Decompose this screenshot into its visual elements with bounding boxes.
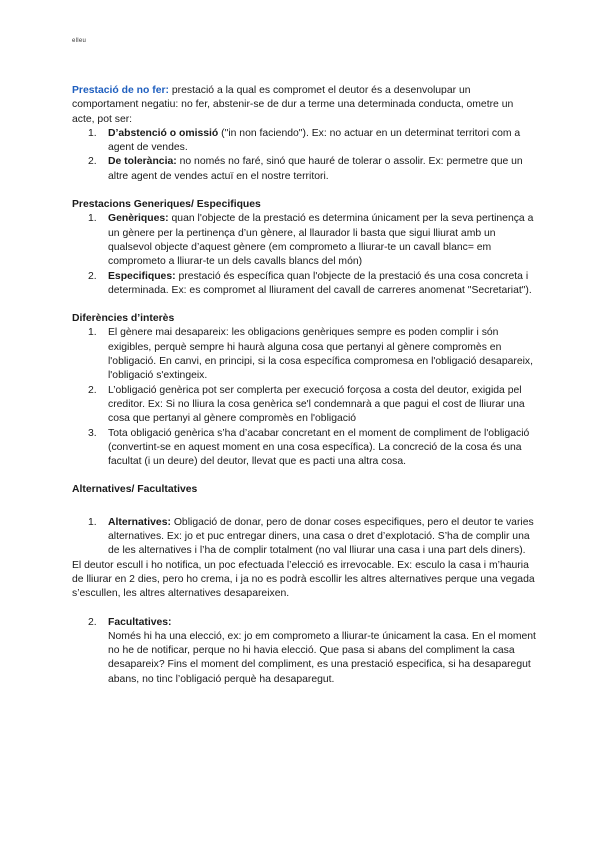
item-text: Tota obligació genèrica s’ha d’acabar concretant en el moment de compliment de l'obligació (convertint-se en aquest moment en una cosa específica). La concreció de la cosa és una facultat (i un deure) del deutor, llevat que es pacti una altra cosa.	[108, 427, 530, 468]
list-item	[72, 427, 536, 470]
list-number: 1.	[88, 127, 97, 139]
item-text: quan l'objecte de la prestació es determina únicament per la seva pertinença a un gènere per la pertinença d’un gènere, al llaurador li basta que sigui lliurat amb un qualsevol objecte d’aquest gènere (em comprometo a lliurar-te un cavall blanc= em comprometo a lliurar-te un dels cavalls blancs del món)	[108, 213, 534, 268]
section-title-diferencies: Diferències d’interès	[72, 313, 175, 325]
item-text: Obligació de donar, pero de donar coses especifiques, pero el deutor te varies alternatives. Ex: jo et puc entregar diners, una casa o dret d’explotació. S’ha de complir una de les alternatives i l’ha de complir totalment (no val lliurar una casa i una part dels diners).	[108, 516, 534, 557]
intro-paragraph	[72, 84, 536, 127]
item-text: Només hi ha una elecció, ex: jo em comprometo a lliurar-te únicament la casa. En el moment no he de notificar, perque no hi havia elecció. Que pasa si abans del compliment la casa desapareix? Fins el moment del compliment, es una prestació especifica, si ha desaparegut abans, no tinc l’obligació perquè ha desaparegut.	[108, 630, 536, 685]
list-number: 1.	[88, 213, 97, 225]
list-number: 2.	[88, 270, 97, 282]
list-alternatives	[72, 516, 536, 559]
list-item	[72, 616, 536, 687]
list-number: 2.	[88, 156, 97, 168]
list-number: 2.	[88, 616, 97, 628]
list-facultatives	[72, 616, 536, 687]
item-term: Genèriques:	[108, 213, 169, 225]
list-item	[72, 384, 536, 427]
item-text: ("in non faciendo"). Ex: no actuar en un determinat territori com a agent de vendes.	[108, 127, 521, 154]
section-title-alternatives: Alternatives/ Facultatives	[72, 484, 198, 496]
list-item	[72, 270, 536, 299]
list-diferencies	[72, 326, 536, 469]
item-text: El gènere mai desapareix: les obligacions genèriques sempre es poden complir i són exigibles, perquè sempre hi haurà alguna cosa que pertanyi al gènere compromès en l'obligació. En canvi, en principi, si la cosa específica compromesa en l'obligació desapareix, l'obligació s'extingeix.	[108, 327, 534, 382]
list-item	[72, 326, 536, 383]
list-no-fer	[72, 127, 536, 184]
alternatives-paragraph: El deutor escull i ho notifica, un poc efectuada l’elecció es irrevocable. Ex: esculo la casa i m’hauria de lliurar en 2 dies, pero ho crema, i ja no es podrà escollir les altres alternatives perque una vegada s’escullen, les altres alternatives desapareixen.	[72, 559, 535, 600]
document-body	[72, 84, 536, 687]
list-number: 1.	[88, 516, 97, 528]
item-term: Alternatives:	[108, 516, 171, 528]
item-text: no només no faré, sinó que hauré de tolerar o assolir. Ex: permetre que un altre agent de vendes actuï en el nostre territori.	[108, 156, 523, 182]
list-number: 1.	[88, 327, 97, 339]
header-mark: elleu	[72, 38, 87, 44]
list-generiques	[72, 212, 536, 298]
item-text: L’obligació genèrica pot ser complerta per execució forçosa a costa del deutor, exigida pel creditor. Ex: Si no lliura la cosa genèrica se'l condemnarà a que pagui el cost de lliurar una cosa que pertanyi al gènere compromès en l'obligació	[108, 384, 525, 425]
list-number: 2.	[88, 384, 97, 396]
item-term: D’abstenció o omissió	[108, 127, 219, 139]
item-term: Facultatives:	[108, 616, 172, 628]
item-text: prestació és específica quan l'objecte de la prestació és una cosa concreta i determinada. Ex: es compromet al lliurament del cavall de carreres anomenat "Secretariat").	[108, 270, 532, 296]
section-title-generiques: Prestacions Generiques/ Especifiques	[72, 199, 261, 211]
list-number: 3.	[88, 427, 97, 439]
item-term: Especifiques:	[108, 270, 176, 282]
item-term: De tolerància:	[108, 156, 177, 168]
list-item	[72, 127, 536, 156]
list-item	[72, 516, 536, 559]
term-prestacio-no-fer: Prestació de no fer:	[72, 85, 170, 96]
intro-text: prestació a la qual es compromet el deutor és a desenvolupar un comportament negatiu: no fer, abstenir-se de dur a terme una determinada conducta, ometre un acte, pot ser:	[72, 85, 514, 125]
list-item	[72, 155, 536, 184]
list-item	[72, 212, 536, 269]
